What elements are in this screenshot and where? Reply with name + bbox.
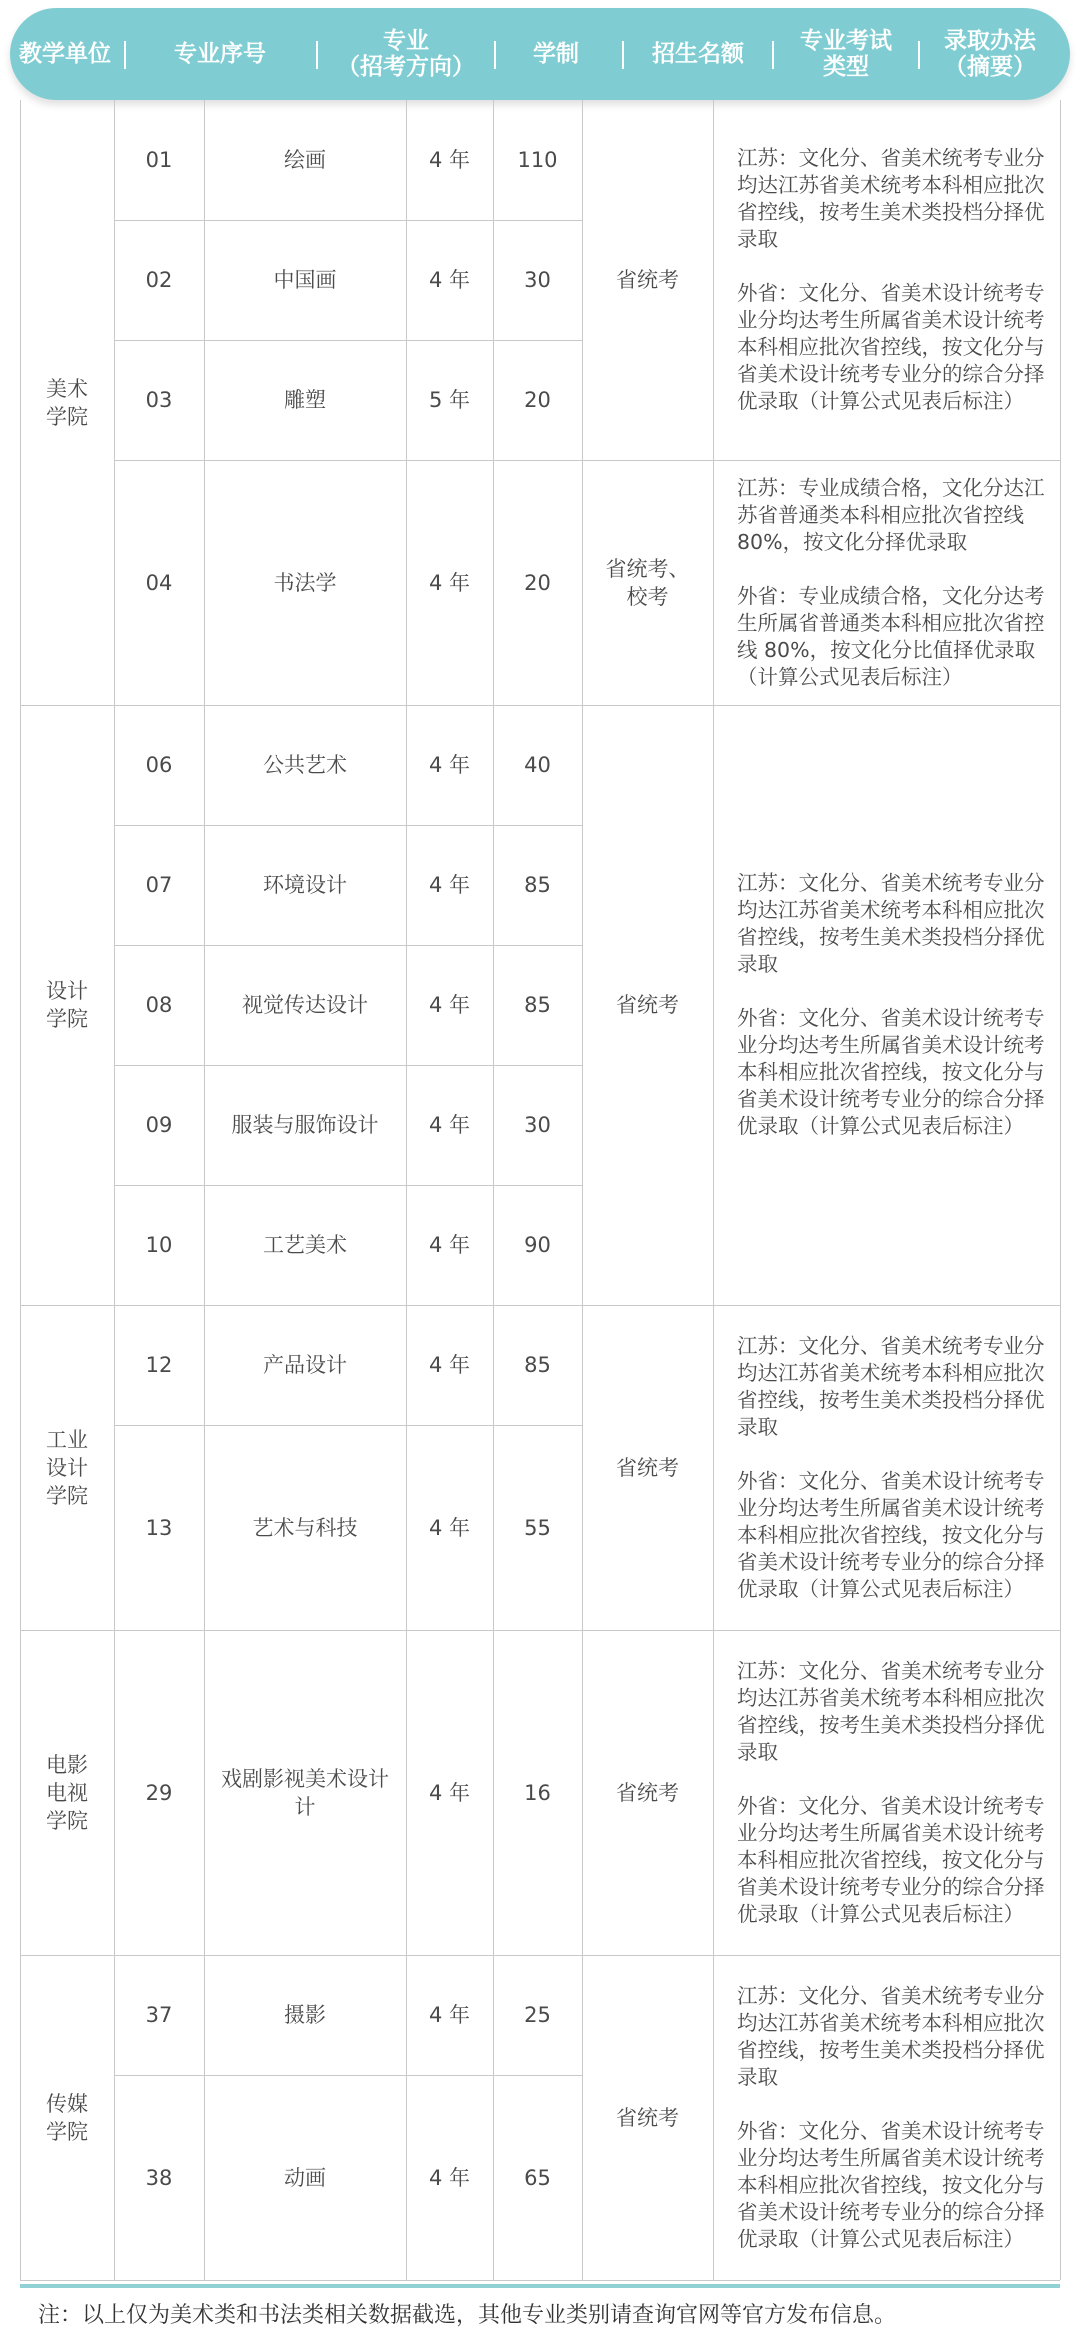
quota-cell: 90 bbox=[524, 1233, 551, 1257]
major-no-cell: 12 bbox=[145, 1353, 173, 1377]
quota-cell: 30 bbox=[524, 1113, 551, 1137]
row-divider bbox=[582, 1955, 1060, 1956]
rule-other-province: 外省：专业成绩合格，文化分达考生所属省普通类本科相应批次省控线 80%，按文化分比值择优录取（计算公式见表后标注） bbox=[737, 583, 1045, 689]
years-cell: 4 年 bbox=[428, 1515, 471, 1540]
years-cell: 4 年 bbox=[428, 753, 471, 777]
years-cell: 4 年 bbox=[428, 1113, 471, 1137]
teaching-unit-cell: 设计 学院 bbox=[46, 979, 88, 1031]
major-name-cell: 绘画 bbox=[284, 148, 326, 172]
major-name-cell: 戏剧影视美术设计 计 bbox=[221, 1766, 389, 1819]
major-no-cell: 03 bbox=[145, 388, 173, 412]
years-cell: 4 年 bbox=[428, 1780, 471, 1805]
rule-other-province: 外省：文化分、省美术设计统考专业分均达考生所属省美术设计统考本科相应批次省控线，按文化分与省美术设计统考专业分的综合分择优录取（计算公式见表后标注） bbox=[737, 1006, 1045, 1138]
exam-type-cell: 省统考、 校考 bbox=[605, 556, 690, 609]
column-divider bbox=[204, 100, 205, 2280]
teaching-unit-cell: 电影 电视 学院 bbox=[46, 1752, 88, 1833]
major-name-cell: 艺术与科技 bbox=[252, 1515, 358, 1540]
header-exam-type: 专业考试 类型 bbox=[800, 28, 892, 80]
rule-other-province: 外省：文化分、省美术设计统考专业分均达考生所属省美术设计统考本科相应批次省控线，按文化分与省美术设计统考专业分的综合分择优录取（计算公式见表后标注） bbox=[737, 1468, 1045, 1601]
header-years: 学制 bbox=[533, 41, 579, 67]
column-divider bbox=[713, 100, 714, 2280]
row-divider bbox=[582, 1305, 1060, 1306]
major-name-cell: 产品设计 bbox=[263, 1353, 347, 1377]
rule-other-province: 外省：文化分、省美术设计统考专业分均达考生所属省美术设计统考本科相应批次省控线，按文化分与省美术设计统考专业分的综合分择优录取（计算公式见表后标注） bbox=[737, 2118, 1045, 2251]
quota-cell: 85 bbox=[524, 873, 551, 897]
row-divider bbox=[114, 1185, 582, 1186]
admission-rule-cell bbox=[713, 1305, 1060, 1630]
admission-rule-cell bbox=[713, 1630, 1060, 1955]
years-cell: 4 年 bbox=[428, 148, 471, 172]
header-teaching-unit: 教学单位 bbox=[19, 41, 111, 67]
rule-jiangsu: 江苏：文化分、省美术统考专业分均达江苏省美术统考本科相应批次省控线，按考生美术类投档分择优录取 bbox=[737, 1983, 1045, 2089]
exam-type-cell: 省统考 bbox=[616, 1780, 679, 1805]
years-cell: 4 年 bbox=[428, 2003, 471, 2027]
row-divider bbox=[114, 220, 582, 221]
major-no-cell: 13 bbox=[145, 1515, 173, 1540]
admission-rule-text bbox=[737, 1983, 1050, 2253]
row-divider bbox=[582, 2280, 1060, 2281]
years-cell: 4 年 bbox=[428, 873, 471, 897]
rule-jiangsu: 江苏：专业成绩合格，文化分达江苏省普通类本科相应批次省控线 80%，按文化分择优录取 bbox=[737, 475, 1045, 554]
rule-jiangsu: 江苏：文化分、省美术统考专业分均达江苏省美术统考本科相应批次省控线，按考生美术类投档分择优录取 bbox=[737, 871, 1045, 976]
teaching-unit-cell: 美术 学院 bbox=[46, 376, 88, 429]
quota-cell: 20 bbox=[524, 388, 551, 412]
major-name-cell: 中国画 bbox=[273, 268, 337, 292]
admission-rule-cell bbox=[713, 1955, 1060, 2280]
quota-cell: 20 bbox=[524, 570, 551, 595]
row-divider bbox=[114, 340, 582, 341]
row-divider bbox=[114, 1425, 582, 1426]
admission-rule-cell bbox=[713, 100, 1060, 460]
major-no-cell: 38 bbox=[145, 2165, 173, 2190]
footnote: 注：以上仅为美术类和书法类相关数据截选，其他专业类别请查询官网等官方发布信息。 bbox=[38, 2303, 897, 2328]
quota-cell: 25 bbox=[524, 2003, 551, 2027]
quota-cell: 16 bbox=[524, 1780, 551, 1805]
header-admission-rule: 录取办法 （摘要） bbox=[944, 28, 1036, 80]
major-name-cell: 视觉传达设计 bbox=[242, 993, 368, 1017]
major-no-cell: 09 bbox=[145, 1113, 173, 1137]
major-no-cell: 01 bbox=[145, 148, 173, 172]
exam-type-cell: 省统考 bbox=[616, 268, 679, 292]
header-major: 专业 （招考方向） bbox=[337, 28, 475, 80]
years-cell: 4 年 bbox=[428, 268, 471, 292]
row-divider bbox=[582, 460, 1060, 461]
years-cell: 4 年 bbox=[428, 570, 471, 595]
column-divider bbox=[114, 100, 115, 2280]
rule-jiangsu: 江苏：文化分、省美术统考专业分均达江苏省美术统考本科相应批次省控线，按考生美术类投档分择优录取 bbox=[737, 146, 1045, 251]
major-name-cell: 工艺美术 bbox=[263, 1233, 347, 1257]
column-divider bbox=[493, 100, 494, 2280]
major-name-cell: 摄影 bbox=[284, 2003, 326, 2027]
major-no-cell: 10 bbox=[145, 1233, 173, 1257]
quota-cell: 40 bbox=[524, 753, 551, 777]
major-no-cell: 08 bbox=[145, 993, 173, 1017]
column-divider bbox=[582, 100, 583, 2280]
rule-other-province: 外省：文化分、省美术设计统考专业分均达考生所属省美术设计统考本科相应批次省控线，按文化分与省美术设计统考专业分的综合分择优录取（计算公式见表后标注） bbox=[737, 281, 1045, 413]
quota-cell: 55 bbox=[524, 1515, 551, 1540]
quota-cell: 65 bbox=[524, 2165, 551, 2190]
row-divider bbox=[114, 825, 582, 826]
admission-rule-text bbox=[737, 1658, 1050, 1928]
major-name-cell: 动画 bbox=[284, 2165, 326, 2190]
major-no-cell: 06 bbox=[145, 753, 173, 777]
major-name-cell: 公共艺术 bbox=[263, 753, 347, 777]
admission-rule-cell bbox=[713, 460, 1060, 705]
major-no-cell: 29 bbox=[145, 1780, 173, 1805]
major-no-cell: 02 bbox=[145, 268, 173, 292]
years-cell: 4 年 bbox=[428, 993, 471, 1017]
exam-type-cell: 省统考 bbox=[616, 993, 679, 1017]
major-no-cell: 07 bbox=[145, 873, 173, 897]
quota-cell: 30 bbox=[524, 268, 551, 292]
quota-cell: 85 bbox=[524, 993, 551, 1017]
quota-cell: 110 bbox=[517, 148, 558, 172]
years-cell: 4 年 bbox=[428, 2165, 471, 2190]
major-name-cell: 环境设计 bbox=[263, 873, 347, 897]
admission-rule-text bbox=[737, 145, 1050, 415]
years-cell: 4 年 bbox=[428, 1353, 471, 1377]
major-name-cell: 雕塑 bbox=[284, 388, 326, 412]
admission-rule-text bbox=[737, 1333, 1050, 1603]
rule-jiangsu: 江苏：文化分、省美术统考专业分均达江苏省美术统考本科相应批次省控线，按考生美术类投档分择优录取 bbox=[737, 1333, 1045, 1439]
header-quota: 招生名额 bbox=[652, 41, 744, 67]
row-divider bbox=[582, 705, 1060, 706]
teaching-unit-cell: 工业 设计 学院 bbox=[46, 1427, 88, 1508]
exam-type-cell: 省统考 bbox=[616, 2105, 679, 2130]
column-divider bbox=[1060, 100, 1061, 2280]
column-divider bbox=[20, 100, 21, 2280]
quota-cell: 85 bbox=[524, 1353, 551, 1377]
column-divider bbox=[406, 100, 407, 2280]
table-bottom-rule bbox=[20, 2284, 1060, 2288]
major-no-cell: 37 bbox=[145, 2003, 173, 2027]
row-divider bbox=[114, 1065, 582, 1066]
admission-rule-text bbox=[737, 870, 1050, 1140]
years-cell: 5 年 bbox=[428, 388, 471, 412]
header-major-no: 专业序号 bbox=[174, 41, 266, 67]
teaching-unit-cell: 传媒 学院 bbox=[46, 2091, 88, 2144]
rule-other-province: 外省：文化分、省美术设计统考专业分均达考生所属省美术设计统考本科相应批次省控线，按文化分与省美术设计统考专业分的综合分择优录取（计算公式见表后标注） bbox=[737, 1793, 1045, 1926]
major-name-cell: 书法学 bbox=[273, 570, 337, 595]
exam-type-cell: 省统考 bbox=[616, 1455, 679, 1480]
major-no-cell: 04 bbox=[145, 570, 173, 595]
years-cell: 4 年 bbox=[428, 1233, 471, 1257]
row-divider bbox=[582, 1630, 1060, 1631]
admission-rule-cell bbox=[713, 705, 1060, 1305]
major-name-cell: 服装与服饰设计 bbox=[231, 1113, 379, 1137]
row-divider bbox=[114, 460, 582, 461]
row-divider bbox=[114, 945, 582, 946]
rule-jiangsu: 江苏：文化分、省美术统考专业分均达江苏省美术统考本科相应批次省控线，按考生美术类投档分择优录取 bbox=[737, 1658, 1045, 1764]
admission-rule-text bbox=[737, 475, 1050, 691]
row-divider bbox=[114, 2075, 582, 2076]
